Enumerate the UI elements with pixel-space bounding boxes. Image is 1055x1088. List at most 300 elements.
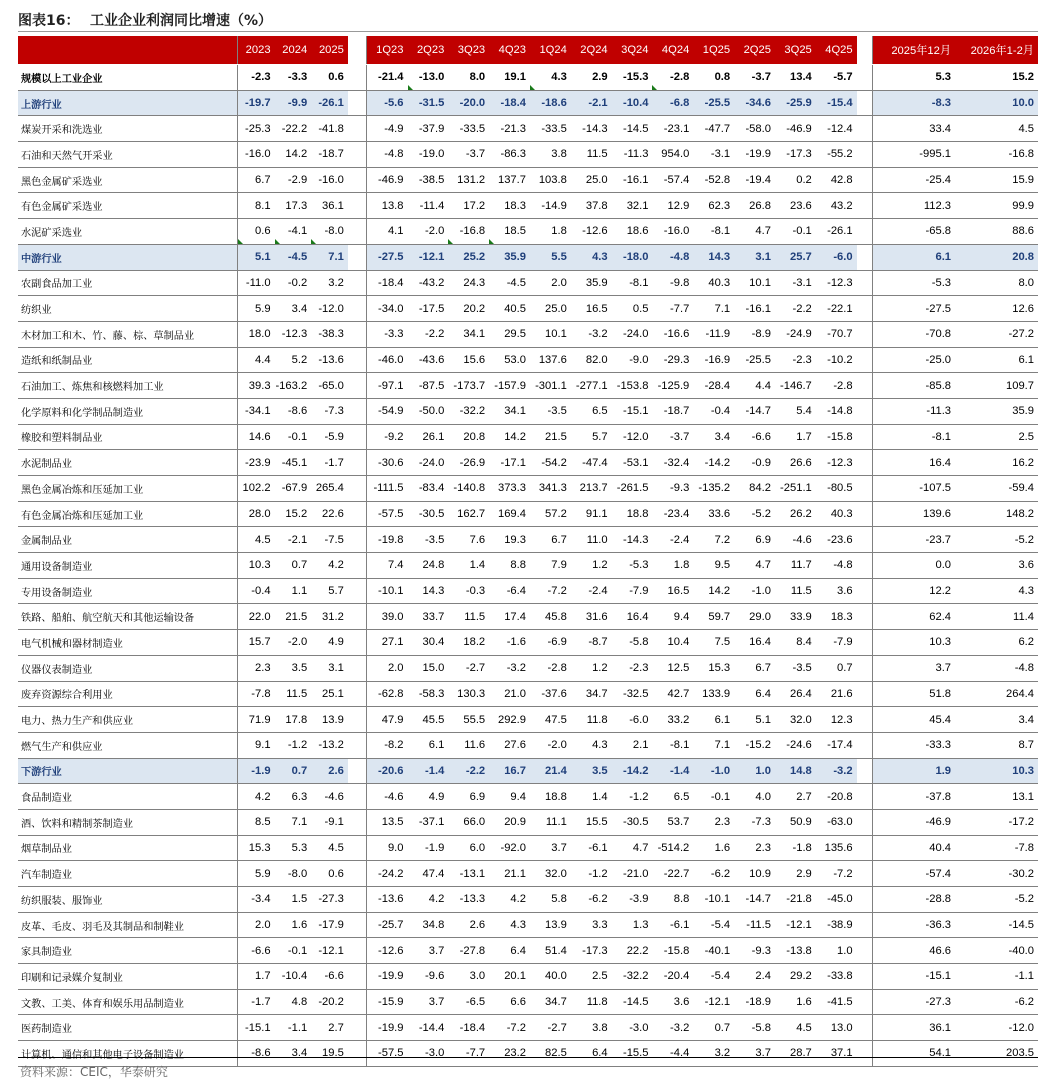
row-label: 水泥制品业 bbox=[18, 450, 238, 476]
row-value: 13.0 bbox=[816, 1015, 857, 1041]
row-value: 5.9 bbox=[238, 861, 275, 887]
row-value: -24.9 bbox=[775, 321, 816, 347]
row-value: 3.1 bbox=[311, 655, 348, 681]
column-gap bbox=[348, 912, 367, 938]
column-gap bbox=[348, 116, 367, 142]
row-value: -12.1 bbox=[408, 244, 449, 270]
row-value: -2.3 bbox=[612, 655, 653, 681]
row-value: -7.9 bbox=[816, 630, 857, 656]
column-gap bbox=[857, 270, 873, 296]
row-value: -3.1 bbox=[693, 142, 734, 168]
row-value: -19.9 bbox=[367, 964, 408, 990]
row-value: -47.4 bbox=[571, 450, 612, 476]
row-value: -46.9 bbox=[872, 809, 955, 835]
row-value: -15.8 bbox=[652, 938, 693, 964]
row-value: -27.5 bbox=[367, 244, 408, 270]
column-gap bbox=[348, 398, 367, 424]
row-value: -6.8 bbox=[652, 90, 693, 116]
column-gap bbox=[348, 321, 367, 347]
row-value: 20.8 bbox=[448, 424, 489, 450]
row-value: 33.4 bbox=[872, 116, 955, 142]
row-value: 2.7 bbox=[311, 1015, 348, 1041]
column-gap bbox=[857, 1041, 873, 1067]
row-value: 39.0 bbox=[367, 604, 408, 630]
table-row bbox=[18, 270, 1038, 296]
row-value: 62.3 bbox=[693, 193, 734, 219]
row-value: -87.5 bbox=[408, 373, 449, 399]
row-value: 23.2 bbox=[489, 1041, 530, 1067]
row-value: 4.0 bbox=[734, 784, 775, 810]
row-value: -30.5 bbox=[612, 809, 653, 835]
row-value: 0.7 bbox=[275, 758, 312, 784]
row-value: 5.8 bbox=[530, 887, 571, 913]
row-value: -1.1 bbox=[275, 1015, 312, 1041]
row-value: -3.4 bbox=[238, 887, 275, 913]
row-value: -12.0 bbox=[612, 424, 653, 450]
column-gap bbox=[348, 578, 367, 604]
row-value: 40.3 bbox=[693, 270, 734, 296]
row-value: -17.9 bbox=[311, 912, 348, 938]
row-value: -38.5 bbox=[408, 167, 449, 193]
row-value: -995.1 bbox=[872, 142, 955, 168]
table-row bbox=[18, 604, 1038, 630]
row-value: 8.0 bbox=[955, 270, 1038, 296]
column-gap bbox=[348, 142, 367, 168]
row-value: 22.2 bbox=[612, 938, 653, 964]
row-value: -25.4 bbox=[872, 167, 955, 193]
column-gap bbox=[348, 90, 367, 116]
column-gap bbox=[857, 296, 873, 322]
row-value: 17.3 bbox=[275, 193, 312, 219]
row-value: -8.1 bbox=[872, 424, 955, 450]
row-value: 15.9 bbox=[955, 167, 1038, 193]
row-value: 6.6 bbox=[489, 989, 530, 1015]
row-value: 265.4 bbox=[311, 476, 348, 502]
row-value: 35.9 bbox=[571, 270, 612, 296]
column-gap bbox=[857, 142, 873, 168]
row-value: -173.7 bbox=[448, 373, 489, 399]
row-value: 71.9 bbox=[238, 707, 275, 733]
row-value: 4.4 bbox=[238, 347, 275, 373]
row-value: 13.4 bbox=[775, 65, 816, 91]
row-value: 203.5 bbox=[955, 1041, 1038, 1067]
row-value: 59.7 bbox=[693, 604, 734, 630]
row-label: 酒、饮料和精制茶制造业 bbox=[18, 809, 238, 835]
row-label: 橡胶和塑料制品业 bbox=[18, 424, 238, 450]
column-gap bbox=[857, 65, 873, 91]
table-row bbox=[18, 424, 1038, 450]
row-value: -2.7 bbox=[530, 1015, 571, 1041]
row-value: -27.3 bbox=[872, 989, 955, 1015]
row-value: -29.3 bbox=[652, 347, 693, 373]
row-value: -0.3 bbox=[448, 578, 489, 604]
table-bottom-rule bbox=[18, 1057, 1038, 1058]
row-value: 15.0 bbox=[408, 655, 449, 681]
row-value: 6.5 bbox=[652, 784, 693, 810]
row-value: -5.3 bbox=[612, 553, 653, 579]
row-value: -8.0 bbox=[311, 219, 348, 245]
row-value: 4.3 bbox=[955, 578, 1038, 604]
column-gap bbox=[857, 835, 873, 861]
row-value: -0.1 bbox=[275, 938, 312, 964]
row-value: 47.5 bbox=[530, 707, 571, 733]
row-value: 4.7 bbox=[734, 219, 775, 245]
column-gap bbox=[857, 90, 873, 116]
column-gap bbox=[857, 553, 873, 579]
row-value: -11.0 bbox=[238, 270, 275, 296]
row-value: 2.9 bbox=[571, 65, 612, 91]
row-value: -26.9 bbox=[448, 450, 489, 476]
row-value: 39.3 bbox=[238, 373, 275, 399]
row-value: 29.0 bbox=[734, 604, 775, 630]
row-value: 10.3 bbox=[955, 758, 1038, 784]
column-gap bbox=[348, 347, 367, 373]
row-value: 37.8 bbox=[571, 193, 612, 219]
row-value: 21.4 bbox=[530, 758, 571, 784]
row-value: 3.6 bbox=[652, 989, 693, 1015]
column-gap bbox=[857, 193, 873, 219]
row-value: -5.2 bbox=[955, 887, 1038, 913]
row-value: 4.2 bbox=[311, 553, 348, 579]
row-value: -5.8 bbox=[612, 630, 653, 656]
column-gap bbox=[857, 219, 873, 245]
row-value: 4.5 bbox=[311, 835, 348, 861]
column-gap bbox=[348, 835, 367, 861]
row-value: -1.0 bbox=[734, 578, 775, 604]
row-value: 7.6 bbox=[448, 527, 489, 553]
row-value: 4.2 bbox=[489, 887, 530, 913]
row-value: 19.5 bbox=[311, 1041, 348, 1067]
row-value: 3.2 bbox=[693, 1041, 734, 1067]
row-value: 6.4 bbox=[489, 938, 530, 964]
row-value: 137.6 bbox=[530, 347, 571, 373]
table-row bbox=[18, 450, 1038, 476]
row-value: 6.1 bbox=[955, 347, 1038, 373]
row-value: -27.3 bbox=[311, 887, 348, 913]
row-value: 4.7 bbox=[612, 835, 653, 861]
row-value: 133.9 bbox=[693, 681, 734, 707]
row-value: 6.5 bbox=[571, 398, 612, 424]
row-value: -12.1 bbox=[775, 912, 816, 938]
row-value: -4.9 bbox=[367, 116, 408, 142]
row-value: 4.7 bbox=[734, 553, 775, 579]
row-value: -7.3 bbox=[311, 398, 348, 424]
row-value: -14.7 bbox=[734, 398, 775, 424]
row-value: 3.6 bbox=[816, 578, 857, 604]
row-value: -140.8 bbox=[448, 476, 489, 502]
row-value: 11.7 bbox=[775, 553, 816, 579]
column-gap bbox=[348, 732, 367, 758]
row-value: 99.9 bbox=[955, 193, 1038, 219]
row-value: 27.1 bbox=[367, 630, 408, 656]
column-gap bbox=[348, 784, 367, 810]
column-gap bbox=[857, 732, 873, 758]
row-value: -12.1 bbox=[693, 989, 734, 1015]
row-value: -111.5 bbox=[367, 476, 408, 502]
row-value: 82.5 bbox=[530, 1041, 571, 1067]
row-label: 纺织服装、服饰业 bbox=[18, 887, 238, 913]
row-value: -14.4 bbox=[408, 1015, 449, 1041]
row-value: -27.2 bbox=[955, 321, 1038, 347]
row-value: -7.2 bbox=[816, 861, 857, 887]
row-value: 6.3 bbox=[275, 784, 312, 810]
row-label: 仪器仪表制造业 bbox=[18, 655, 238, 681]
row-value: -6.0 bbox=[816, 244, 857, 270]
column-gap bbox=[348, 424, 367, 450]
row-value: 292.9 bbox=[489, 707, 530, 733]
row-value: -2.4 bbox=[571, 578, 612, 604]
row-label: 电力、热力生产和供应业 bbox=[18, 707, 238, 733]
row-value: -1.4 bbox=[408, 758, 449, 784]
row-value: -31.5 bbox=[408, 90, 449, 116]
row-value: -23.1 bbox=[652, 116, 693, 142]
row-value: -12.6 bbox=[367, 938, 408, 964]
row-value: 2.0 bbox=[530, 270, 571, 296]
row-value: -2.3 bbox=[775, 347, 816, 373]
row-value: -135.2 bbox=[693, 476, 734, 502]
column-gap bbox=[348, 476, 367, 502]
row-value: 15.2 bbox=[275, 501, 312, 527]
row-value: -6.1 bbox=[652, 912, 693, 938]
row-value: -2.2 bbox=[448, 758, 489, 784]
row-value: 1.0 bbox=[816, 938, 857, 964]
row-value: 14.6 bbox=[238, 424, 275, 450]
table-row bbox=[18, 167, 1038, 193]
row-value: 7.1 bbox=[311, 244, 348, 270]
row-value: 1.3 bbox=[612, 912, 653, 938]
row-value: -16.0 bbox=[311, 167, 348, 193]
row-value: 3.7 bbox=[872, 655, 955, 681]
column-header: 2Q24 bbox=[571, 36, 612, 65]
row-value: -19.9 bbox=[367, 1015, 408, 1041]
row-value: -1.0 bbox=[693, 758, 734, 784]
header-blank bbox=[18, 36, 238, 65]
table-row bbox=[18, 809, 1038, 835]
row-value: 1.1 bbox=[275, 578, 312, 604]
column-gap bbox=[348, 604, 367, 630]
row-value: 11.0 bbox=[571, 527, 612, 553]
row-value: -12.3 bbox=[816, 450, 857, 476]
row-value: 10.0 bbox=[955, 90, 1038, 116]
row-value: 21.0 bbox=[489, 681, 530, 707]
row-value: -46.9 bbox=[367, 167, 408, 193]
row-value: 40.4 bbox=[872, 835, 955, 861]
row-value: -15.2 bbox=[734, 732, 775, 758]
row-value: 5.1 bbox=[734, 707, 775, 733]
row-value: -125.9 bbox=[652, 373, 693, 399]
row-value: 4.9 bbox=[408, 784, 449, 810]
row-value: -97.1 bbox=[367, 373, 408, 399]
row-value: -1.9 bbox=[408, 835, 449, 861]
column-gap bbox=[857, 578, 873, 604]
column-gap bbox=[857, 116, 873, 142]
figure-title: 工业企业利润同比增速（%） bbox=[90, 13, 273, 29]
row-value: -37.9 bbox=[408, 116, 449, 142]
column-gap bbox=[348, 167, 367, 193]
row-value: 109.7 bbox=[955, 373, 1038, 399]
row-value: -30.2 bbox=[955, 861, 1038, 887]
row-value: 18.5 bbox=[489, 219, 530, 245]
row-value: -16.1 bbox=[734, 296, 775, 322]
row-value: -17.3 bbox=[571, 938, 612, 964]
row-label: 汽车制造业 bbox=[18, 861, 238, 887]
row-value: -5.8 bbox=[734, 1015, 775, 1041]
row-value: 21.5 bbox=[275, 604, 312, 630]
row-label: 皮革、毛皮、羽毛及其制品和制鞋业 bbox=[18, 912, 238, 938]
row-value: -19.9 bbox=[734, 142, 775, 168]
row-value: 3.7 bbox=[734, 1041, 775, 1067]
row-label: 中游行业 bbox=[18, 244, 238, 270]
row-label: 下游行业 bbox=[18, 758, 238, 784]
row-value: 131.2 bbox=[448, 167, 489, 193]
row-value: -3.2 bbox=[816, 758, 857, 784]
row-value: 2.9 bbox=[775, 861, 816, 887]
row-value: -17.4 bbox=[816, 732, 857, 758]
row-value: -25.5 bbox=[693, 90, 734, 116]
row-value: 3.7 bbox=[408, 989, 449, 1015]
row-label: 燃气生产和供应业 bbox=[18, 732, 238, 758]
row-value: -514.2 bbox=[652, 835, 693, 861]
column-gap bbox=[348, 887, 367, 913]
row-value: 9.4 bbox=[489, 784, 530, 810]
row-value: -1.4 bbox=[652, 758, 693, 784]
row-value: -26.1 bbox=[816, 219, 857, 245]
section-row bbox=[18, 90, 1038, 116]
row-value: -1.2 bbox=[612, 784, 653, 810]
row-value: 32.0 bbox=[530, 861, 571, 887]
row-value: -5.7 bbox=[816, 65, 857, 91]
column-gap bbox=[857, 655, 873, 681]
row-value: 16.2 bbox=[955, 450, 1038, 476]
column-gap bbox=[348, 758, 367, 784]
row-value: -32.5 bbox=[612, 681, 653, 707]
row-value: -1.7 bbox=[238, 989, 275, 1015]
row-value: -18.9 bbox=[734, 989, 775, 1015]
table-row bbox=[18, 964, 1038, 990]
row-value: 55.5 bbox=[448, 707, 489, 733]
column-header: 2025 bbox=[311, 36, 348, 65]
row-value: 4.1 bbox=[367, 219, 408, 245]
row-value: -25.7 bbox=[367, 912, 408, 938]
row-value: -32.2 bbox=[612, 964, 653, 990]
row-value: 3.1 bbox=[734, 244, 775, 270]
column-gap bbox=[857, 450, 873, 476]
row-value: -62.8 bbox=[367, 681, 408, 707]
row-value: 15.7 bbox=[238, 630, 275, 656]
column-header: 2Q25 bbox=[734, 36, 775, 65]
row-value: -46.9 bbox=[775, 116, 816, 142]
row-value: -0.4 bbox=[238, 578, 275, 604]
row-value: 15.6 bbox=[448, 347, 489, 373]
row-value: -2.2 bbox=[408, 321, 449, 347]
row-value: 25.7 bbox=[775, 244, 816, 270]
column-gap bbox=[857, 758, 873, 784]
row-value: 35.9 bbox=[955, 398, 1038, 424]
table-row bbox=[18, 116, 1038, 142]
row-value: -25.5 bbox=[734, 347, 775, 373]
table-row bbox=[18, 373, 1038, 399]
column-gap bbox=[348, 527, 367, 553]
row-value: -34.6 bbox=[734, 90, 775, 116]
row-value: -9.6 bbox=[408, 964, 449, 990]
row-value: -52.8 bbox=[693, 167, 734, 193]
row-value: 2.5 bbox=[955, 424, 1038, 450]
row-value: 9.4 bbox=[652, 604, 693, 630]
row-value: -9.0 bbox=[612, 347, 653, 373]
row-value: -59.4 bbox=[955, 476, 1038, 502]
column-gap bbox=[857, 964, 873, 990]
row-label: 化学原料和化学制品制造业 bbox=[18, 398, 238, 424]
row-value: 42.8 bbox=[816, 167, 857, 193]
row-value: -46.0 bbox=[367, 347, 408, 373]
row-value: -86.3 bbox=[489, 142, 530, 168]
row-value: -54.9 bbox=[367, 398, 408, 424]
row-value: -3.0 bbox=[408, 1041, 449, 1067]
row-value: 33.9 bbox=[775, 604, 816, 630]
row-value: -19.7 bbox=[238, 90, 275, 116]
row-value: -6.4 bbox=[489, 578, 530, 604]
row-value: 0.8 bbox=[693, 65, 734, 91]
row-value: 103.8 bbox=[530, 167, 571, 193]
row-label: 水泥矿采选业 bbox=[18, 219, 238, 245]
profit-growth-table bbox=[18, 36, 1038, 1067]
row-value: 8.8 bbox=[489, 553, 530, 579]
row-label: 食品制造业 bbox=[18, 784, 238, 810]
row-value: 7.1 bbox=[693, 732, 734, 758]
column-gap bbox=[857, 1015, 873, 1041]
row-value: 29.2 bbox=[775, 964, 816, 990]
row-value: -7.7 bbox=[652, 296, 693, 322]
row-value: -11.3 bbox=[612, 142, 653, 168]
row-value: -54.2 bbox=[530, 450, 571, 476]
row-value: -14.5 bbox=[955, 912, 1038, 938]
column-gap bbox=[857, 36, 873, 65]
row-value: 34.8 bbox=[408, 912, 449, 938]
row-value: -16.8 bbox=[448, 219, 489, 245]
row-value: -13.6 bbox=[311, 347, 348, 373]
row-value: 5.7 bbox=[311, 578, 348, 604]
column-gap bbox=[348, 296, 367, 322]
row-value: -2.3 bbox=[238, 65, 275, 91]
row-value: 35.9 bbox=[489, 244, 530, 270]
row-value: -36.3 bbox=[872, 912, 955, 938]
row-value: 213.7 bbox=[571, 476, 612, 502]
row-value: -53.1 bbox=[612, 450, 653, 476]
row-value: 6.9 bbox=[448, 784, 489, 810]
row-value: -11.5 bbox=[734, 912, 775, 938]
row-value: -6.0 bbox=[612, 707, 653, 733]
row-value: 29.5 bbox=[489, 321, 530, 347]
row-label: 印刷和记录媒介复制业 bbox=[18, 964, 238, 990]
table-row bbox=[18, 938, 1038, 964]
row-value: 5.1 bbox=[238, 244, 275, 270]
row-value: -8.1 bbox=[693, 219, 734, 245]
profit-growth-table-container bbox=[18, 36, 1038, 1061]
row-value: 26.4 bbox=[775, 681, 816, 707]
column-gap bbox=[348, 1015, 367, 1041]
row-label: 农副食品加工业 bbox=[18, 270, 238, 296]
row-value: 25.0 bbox=[530, 296, 571, 322]
row-value: 47.4 bbox=[408, 861, 449, 887]
row-value: -12.3 bbox=[275, 321, 312, 347]
row-value: -4.1 bbox=[275, 219, 312, 245]
row-label: 有色金属冶炼和压延加工业 bbox=[18, 501, 238, 527]
row-value: 31.2 bbox=[311, 604, 348, 630]
row-value: -24.0 bbox=[612, 321, 653, 347]
column-header: 2023 bbox=[238, 36, 275, 65]
row-value: -1.2 bbox=[275, 732, 312, 758]
row-value: -0.9 bbox=[734, 450, 775, 476]
